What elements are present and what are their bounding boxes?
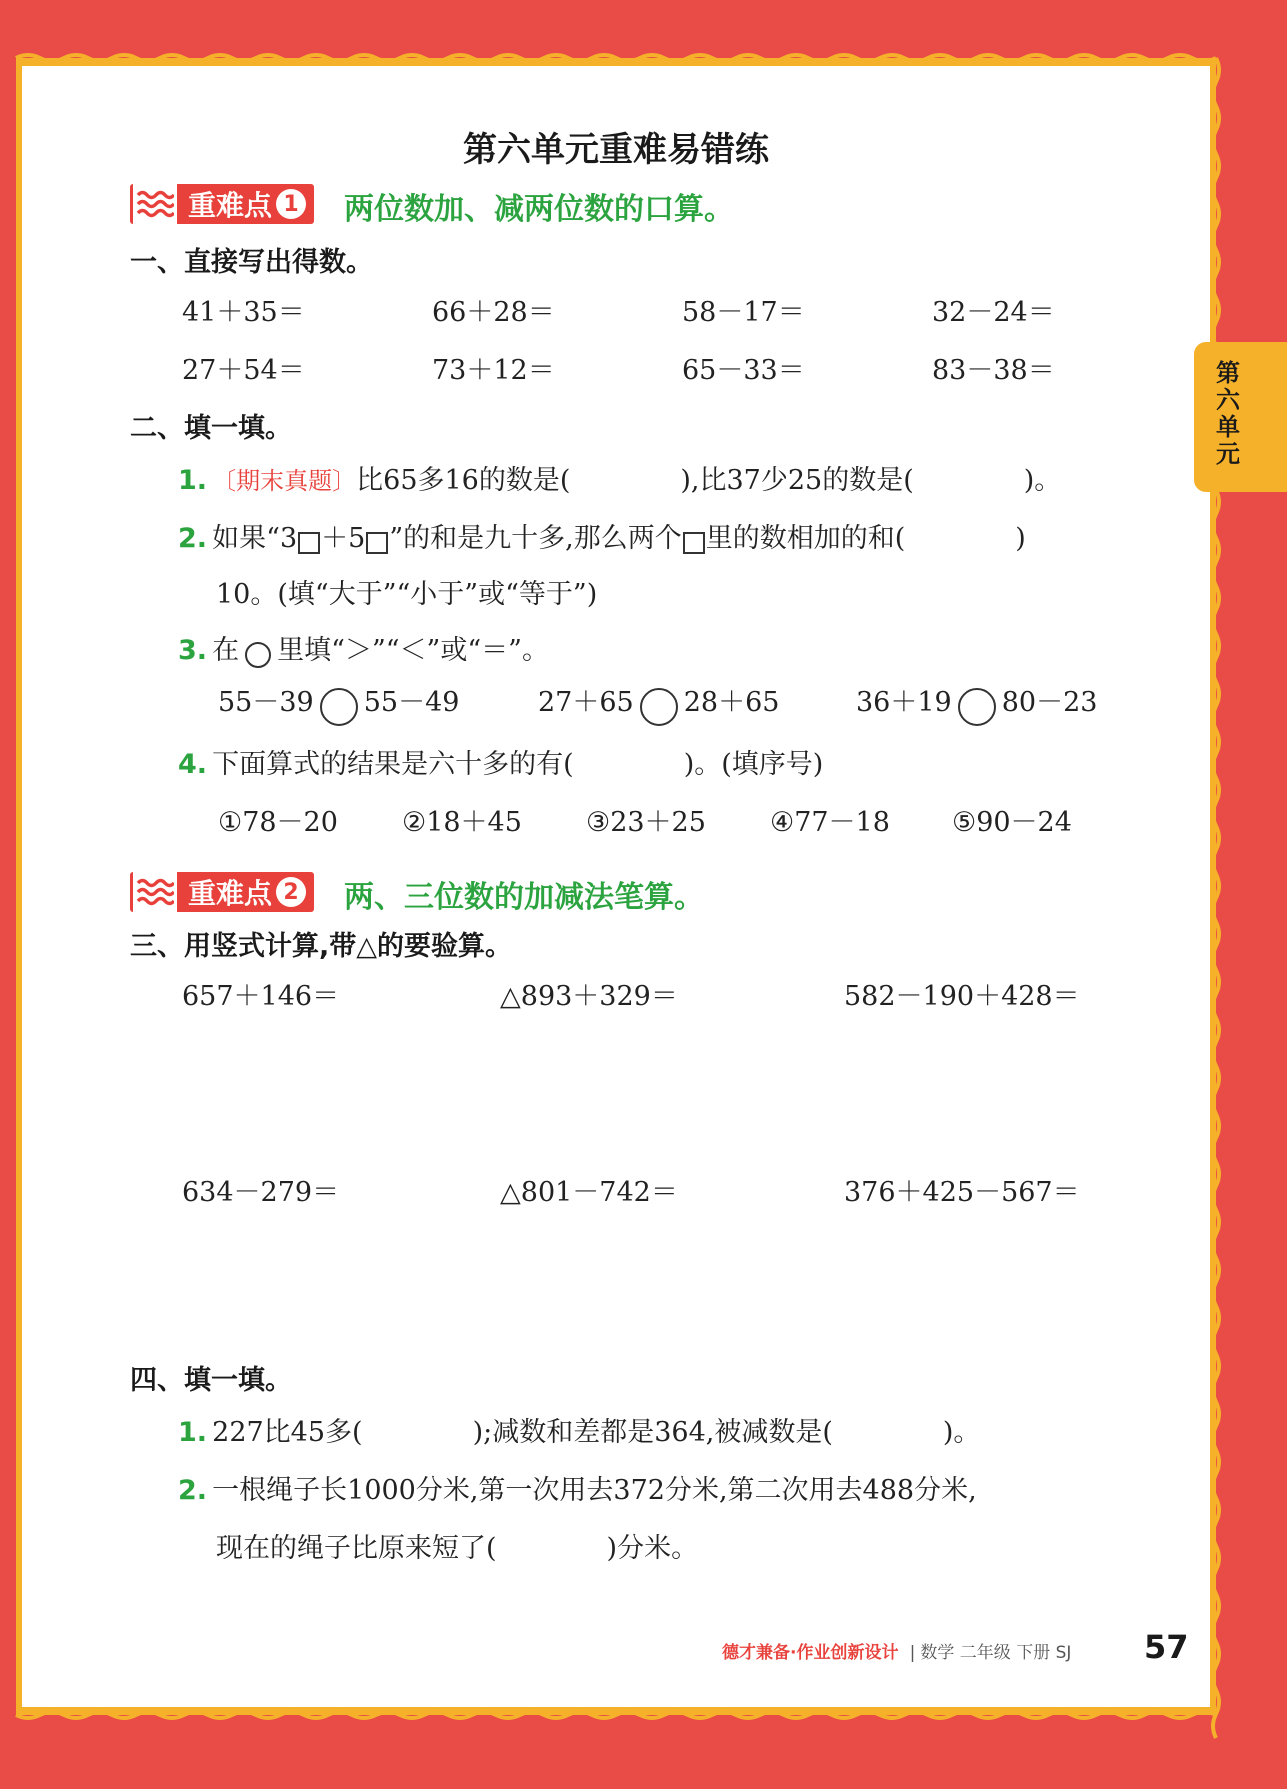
page-title: 第六单元重难易错练: [463, 130, 769, 170]
compare-circle[interactable]: [320, 688, 358, 726]
wave-icon: [133, 184, 177, 224]
question-text: 227比45多(: [212, 1417, 363, 1448]
calc-item: 83－38＝: [932, 355, 1055, 386]
compare-circle[interactable]: [958, 688, 996, 726]
option-item: ④77－18: [770, 807, 890, 838]
question-number: 2.: [178, 1475, 208, 1506]
compare-item: [856, 680, 1097, 726]
compare-left: 27＋65: [538, 687, 634, 718]
question-2-line2: 10。(填“大于”“小于”或“等于”): [216, 579, 598, 610]
compare-item: [538, 680, 779, 726]
question-text: 现在的绳子比原来短了(: [216, 1533, 497, 1564]
option-item: ⑤90－24: [952, 807, 1072, 838]
vertical-calc-item: 634－279＝: [182, 1177, 340, 1208]
question-2: [178, 516, 1026, 555]
badge-number: 2: [276, 877, 306, 907]
exam-tag: 〔期末真题〕: [212, 467, 357, 495]
calc-item: 27＋54＝: [182, 355, 305, 386]
part3-heading: 三、用竖式计算,带△的要验算。: [130, 931, 513, 962]
question-number: 4.: [178, 749, 208, 780]
square-box: [298, 532, 320, 554]
question-text: ”的和是九十多,那么两个: [389, 523, 682, 554]
question-text: 里填“＞”“＜”或“＝”。: [277, 635, 549, 666]
page-number: 57: [1144, 1628, 1189, 1666]
vertical-calc-item: 582－190＋428＝: [844, 981, 1080, 1012]
section2-topic: 两、三位数的加减法笔算。: [344, 880, 704, 915]
question-1: [178, 458, 1061, 497]
vertical-calc-item: △801－742＝: [500, 1177, 678, 1208]
part4-question-2: [178, 1468, 977, 1507]
question-text: )。(填序号): [683, 749, 824, 780]
key-point-badge-1: [130, 184, 314, 224]
option-item: ①78－20: [218, 807, 338, 838]
calc-item: 66＋28＝: [432, 297, 555, 328]
footer-brand: 德才兼备·作业创新设计: [722, 1643, 899, 1663]
question-number: 1.: [178, 1417, 208, 1448]
circle-icon: [245, 642, 271, 668]
calc-item: 73＋12＝: [432, 355, 555, 386]
footer-divider: |: [909, 1643, 916, 1663]
compare-right: 80－23: [1001, 687, 1098, 718]
badge-number: 1: [276, 189, 306, 219]
calc-item: 32－24＝: [932, 297, 1055, 328]
question-number: 2.: [178, 523, 208, 554]
question-text: 下面算式的结果是六十多的有(: [212, 749, 574, 780]
calc-item: 65－33＝: [682, 355, 805, 386]
wave-icon: [133, 872, 177, 912]
question-text: 里的数相加的和(: [705, 523, 906, 554]
question-4: [178, 742, 823, 781]
compare-right: 28＋65: [683, 687, 780, 718]
question-text: ): [1015, 523, 1026, 554]
compare-left: 36＋19: [856, 687, 952, 718]
compare-circle[interactable]: [640, 688, 678, 726]
question-text: )。: [1023, 465, 1062, 496]
calc-item: 41＋35＝: [182, 297, 305, 328]
vertical-calc-item: 657＋146＝: [182, 981, 340, 1012]
question-text: );减数和差都是364,被减数是(: [472, 1417, 833, 1448]
question-text: 在: [212, 635, 240, 666]
question-text: )。: [942, 1417, 981, 1448]
square-box: [683, 532, 705, 554]
compare-left: 55－39: [218, 687, 314, 718]
unit-side-tab-label: 第六单元: [1216, 359, 1240, 468]
calc-item: 58－17＝: [682, 297, 805, 328]
badge-label: 重难点: [188, 877, 273, 910]
question-text: )分米。: [606, 1533, 699, 1564]
question-text: ),比37少25的数是(: [680, 465, 914, 496]
part4-question-2-line2: [216, 1526, 698, 1565]
square-box: [366, 532, 388, 554]
key-point-badge-2: [130, 872, 314, 912]
question-3: [178, 628, 549, 668]
question-text: ＋5: [321, 523, 366, 554]
part1-heading: 一、直接写出得数。: [130, 247, 373, 278]
worksheet-page: [22, 66, 1210, 1707]
question-text: 如果“3: [212, 523, 298, 554]
option-item: ②18＋45: [402, 807, 522, 838]
footer: [722, 1638, 1071, 1663]
question-number: 1.: [178, 465, 208, 496]
part4-heading: 四、填一填。: [130, 1365, 292, 1396]
compare-right: 55－49: [363, 687, 460, 718]
question-number: 3.: [178, 635, 208, 666]
question-text: 一根绳子长1000分米,第一次用去372分米,第二次用去488分米,: [212, 1475, 977, 1506]
vertical-calc-item: 376＋425－567＝: [844, 1177, 1080, 1208]
vertical-calc-item: △893＋329＝: [500, 981, 678, 1012]
question-text: 比65多16的数是(: [356, 465, 571, 496]
part4-question-1: [178, 1410, 980, 1449]
compare-item: [218, 680, 459, 726]
badge-label: 重难点: [188, 189, 273, 222]
section1-topic: 两位数加、减两位数的口算。: [344, 192, 734, 227]
option-item: ③23＋25: [586, 807, 706, 838]
part2-heading: 二、填一填。: [130, 413, 292, 444]
footer-subject: 数学 二年级 下册 SJ: [920, 1643, 1072, 1663]
